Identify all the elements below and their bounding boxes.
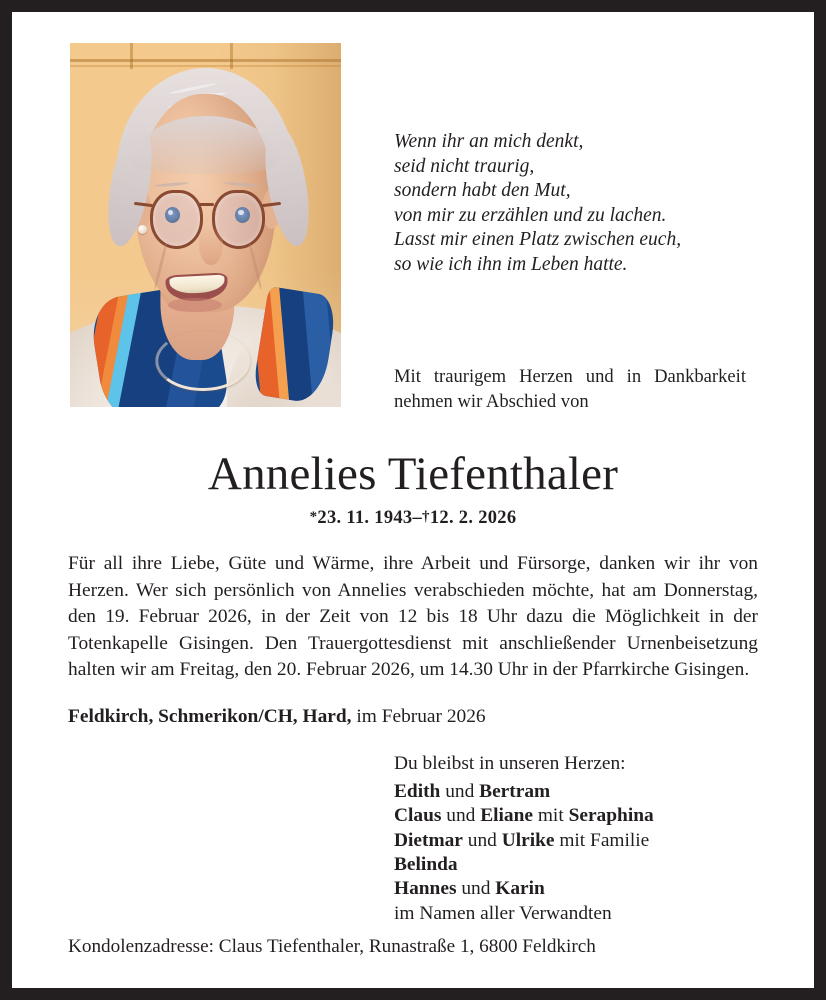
eyeglass-bridge	[199, 203, 214, 206]
condolence-address: Kondolenzadresse: Claus Tiefenthaler, Runastraße 1, 6800 Feldkirch	[68, 936, 596, 957]
family-conjunction: und	[456, 878, 496, 900]
place-and-date-line	[68, 704, 758, 730]
top-section	[12, 12, 814, 412]
family-row	[394, 853, 754, 877]
poem-line-2: seid nicht traurig,	[394, 155, 535, 177]
family-name-primary: Dietmar	[394, 829, 463, 851]
poem-line-1: Wenn ihr an mich denkt,	[394, 131, 584, 152]
family-row	[394, 829, 754, 853]
birth-date: 23. 11. 1943	[317, 508, 413, 528]
poem-line-3: sondern habt den Mut,	[394, 180, 571, 202]
obituary-body-text: Für all ihre Liebe, Güte und Wärme, ihre Arbeit und Fürsorge, danken wir ihr von Herzen. Wer sich persönlich von Annelies verabschieden möchte, hat am Donnerstag, den 19. Februar 2026, in der Zeit von 12 bis 18 Uhr dazu die Möglichkeit in der Totenkapelle Gisingen. Den Trauergottesdienst mit anschließender Urnenbeisetzung halten wir am Freitag, den 20. Februar 2026, um 14.30 Uhr in der Pfarrkirche Gisingen.	[68, 553, 758, 680]
family-tail: mit Familie	[554, 829, 650, 851]
family-row	[394, 780, 754, 804]
eyeglass-temple-right	[262, 202, 281, 207]
poem-line-5: Lasst mir einen Platz zwischen euch,	[394, 229, 682, 251]
family-survivors-block	[394, 752, 754, 926]
nose	[199, 225, 223, 265]
family-name-secondary: Eliane	[480, 805, 533, 827]
family-name-extra: Seraphina	[568, 805, 654, 827]
death-symbol: †	[422, 509, 430, 525]
poem-line-6: so wie ich ihn im Leben hatte.	[394, 253, 628, 275]
eyeglass-lens-left	[150, 190, 203, 249]
deceased-name: Annelies Tiefenthaler	[207, 448, 619, 500]
family-name-secondary: Bertram	[479, 781, 551, 803]
portrait-photo	[70, 43, 341, 407]
place-names: Feldkirch, Schmerikon/CH, Hard,	[68, 705, 352, 727]
family-conjunction: und	[441, 805, 481, 827]
teeth	[169, 275, 225, 295]
family-name-secondary: Karin	[495, 878, 545, 900]
photo-image	[70, 43, 341, 407]
life-dates	[12, 508, 814, 529]
family-name-primary: Edith	[394, 781, 441, 803]
family-name-primary: Hannes	[394, 878, 457, 900]
memorial-poem	[394, 130, 754, 278]
lower-lip	[168, 298, 222, 313]
person-portrait	[70, 43, 341, 407]
family-conjunction: und	[440, 781, 480, 803]
family-row	[394, 804, 754, 828]
family-tail: mit	[533, 805, 569, 827]
farewell-text: Mit traurigem Herzen und in Dankbarkeit nehmen wir Abschied von	[394, 366, 746, 412]
notice-inner-white-area	[12, 12, 814, 988]
death-date: 12. 2. 2026	[429, 508, 517, 528]
family-conjunction: und	[462, 829, 502, 851]
family-name-primary: Belinda	[394, 853, 458, 875]
birth-symbol: *	[309, 509, 318, 525]
family-lead-text: Du bleibst in unseren Herzen:	[394, 753, 626, 774]
notice-month: im Februar 2026	[356, 705, 486, 727]
family-name-secondary: Ulrike	[501, 829, 555, 851]
poem-line-4: von mir zu erzählen und zu lachen.	[394, 204, 667, 226]
family-row	[394, 877, 754, 901]
date-separator: –	[412, 508, 423, 528]
eyeglass-temple-left	[134, 202, 153, 207]
family-closing-text: im Namen aller Verwandten	[394, 903, 612, 925]
family-name-primary: Claus	[394, 805, 442, 827]
